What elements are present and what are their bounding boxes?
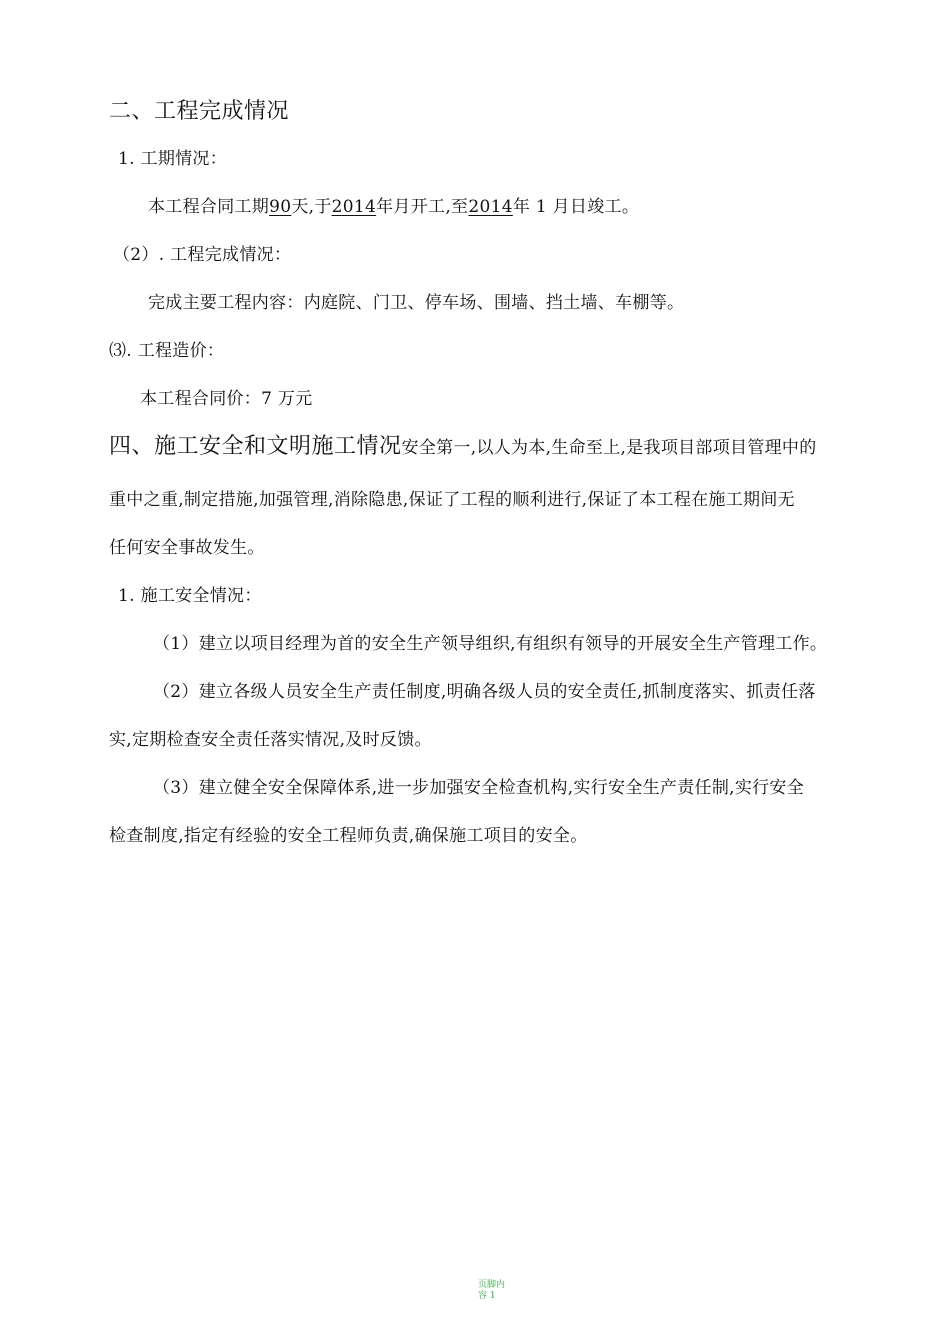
schedule-text-b: 天,于 [291,197,332,217]
schedule-text-c: 年月开工,至 [376,197,469,217]
cost-label: ⑶. 工程造价： [109,341,225,361]
completion-label: （2）. 工程完成情况： [113,245,292,265]
schedule-paragraph [148,196,639,218]
safety-item-2-line-1: （2）建立各级人员安全生产责任制度,明确各级人员的安全责任,抓制度落实、抓责任落 [153,682,816,702]
cost-text: 本工程合同价：7 万元 [140,389,313,409]
section-heading-completion: 二、工程完成情况 [109,99,290,124]
schedule-text-a: 本工程合同工期 [148,197,270,217]
contract-days: 90 [269,197,292,217]
section-heading-safety: 四、施工安全和文明施工情况 [109,434,402,459]
end-year: 2014 [468,197,513,217]
safety-intro-line-2: 重中之重,制定措施,加强管理,消除隐患,保证了工程的顺利进行,保证了本工程在施工期间无 [109,490,795,510]
safety-item-1: （1）建立以项目经理为首的安全生产领导组织,有组织有领导的开展安全生产管理工作。 [153,634,828,654]
completion-text: 完成主要工程内容：内庭院、门卫、停车场、围墙、挡土墙、车棚等。 [148,293,685,313]
safety-item-3-line-2: 检查制度,指定有经验的安全工程师负责,确保施工项目的安全。 [109,826,588,846]
safety-item-3-line-1: （3）建立健全安全保障体系,进一步加强安全检查机构,实行安全生产责任制,实行安全 [153,778,805,798]
safety-item-2-line-2: 实,定期检查安全责任落实情况,及时反馈。 [109,730,432,750]
start-year: 2014 [331,197,377,217]
safety-intro-line-1 [109,433,817,461]
safety-intro-line-3: 任何安全事故发生。 [109,538,265,558]
schedule-label: 1. 工期情况： [118,149,228,169]
safety-sub-label: 1. 施工安全情况： [118,586,262,606]
schedule-text-d: 年 1 月日竣工。 [512,197,640,217]
page-footer: 页脚内容 1 [478,1280,506,1301]
safety-intro-text-1: 安全第一,以人为本,生命至上,是我项目部项目管理中的 [401,438,817,458]
